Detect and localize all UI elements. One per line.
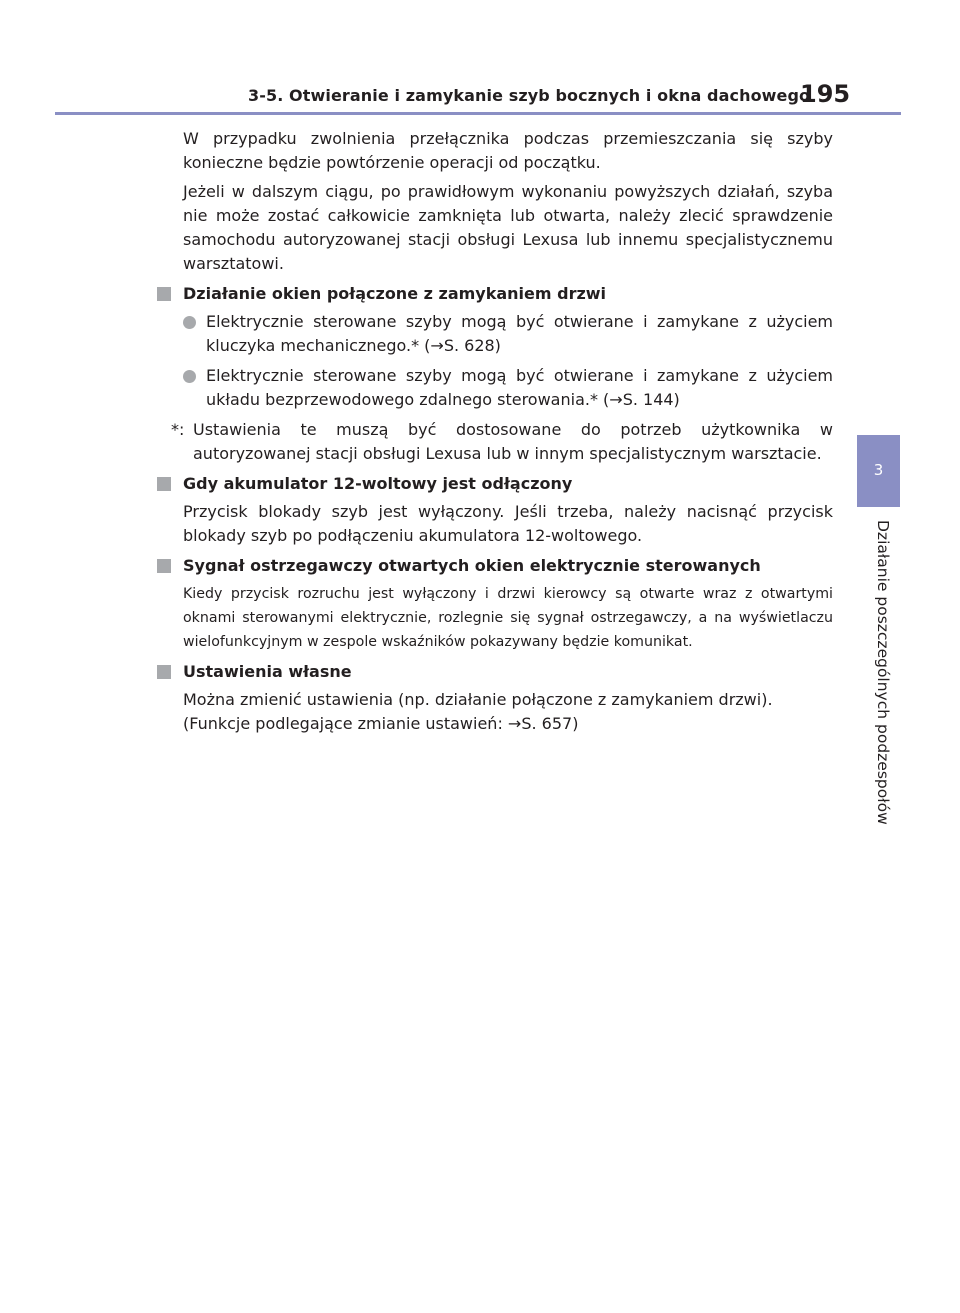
footnote [171, 418, 833, 466]
chapter-title-vertical: Działanie poszczególnych podzespołów [874, 520, 892, 825]
list-item-text: Elektrycznie sterowane szyby mogą być otwierane i zamykane z użyciem kluczyka mechanicznego.* (→S. 628) [206, 312, 833, 355]
section-heading-battery [157, 472, 833, 496]
square-bullet-icon [157, 287, 171, 301]
page-number: 195 [800, 80, 851, 108]
section-heading-text: Ustawienia własne [183, 662, 352, 681]
intro-paragraph-2: Jeżeli w dalszym ciągu, po prawidłowym wykonaniu powyższych działań, szyba nie może zostać całkowicie zamknięta lub otwarta, należy zlecić sprawdzenie samochodu autoryzowanej stacji obsługi Lexusa lub innemu specjalistycznemu warsztatowi. [183, 182, 833, 273]
section-heading-door-lock [157, 282, 833, 306]
footnote-mark: *: [171, 420, 185, 439]
list-item [183, 310, 833, 358]
section-heading-warning [157, 554, 833, 578]
header-title: 3-5. Otwieranie i zamykanie szyb bocznych i okna dachowego [248, 86, 811, 105]
section-heading-text: Działanie okien połączone z zamykaniem drzwi [183, 284, 607, 303]
circle-bullet-icon [183, 370, 196, 383]
footnote-text: Ustawienia te muszą być dostosowane do potrzeb użytkownika w autoryzowanej stacji obsługi Lexusa lub w innym specjalistycznym warsztacie. [193, 420, 833, 463]
square-bullet-icon [157, 665, 171, 679]
header-rule [55, 112, 901, 115]
page-content [157, 127, 833, 741]
square-bullet-icon [157, 559, 171, 573]
warning-paragraph: Kiedy przycisk rozruchu jest wyłączony i drzwi kierowcy są otwarte wraz z otwartymi oknami sterowanymi elektrycznie, rozlegnie się sygnał ostrzegawczy, a na wyświetlaczu wielofunkcyjnym w zespole wskaźników pokazywany będzie komunikat. [183, 586, 833, 650]
section-heading-text: Sygnał ostrzegawczy otwartych okien elektrycznie sterowanych [183, 556, 761, 575]
battery-paragraph: Przycisk blokady szyb jest wyłączony. Jeśli trzeba, należy nacisnąć przycisk blokady szyb po podłączeniu akumulatora 12-woltowego. [183, 502, 833, 545]
section-heading-text: Gdy akumulator 12-woltowy jest odłączony [183, 474, 573, 493]
list-item [183, 364, 833, 412]
chapter-tab-number: 3 [873, 461, 884, 479]
chapter-tab [857, 435, 900, 507]
section-heading-settings [157, 660, 833, 684]
settings-paragraph-1: Można zmienić ustawienia (np. działanie połączone z zamykaniem drzwi). [183, 690, 773, 709]
settings-paragraph-2: (Funkcje podlegające zmianie ustawień: →S. 657) [183, 714, 579, 733]
square-bullet-icon [157, 477, 171, 491]
intro-paragraph-1: W przypadku zwolnienia przełącznika podczas przemieszczania się szyby konieczne będzie powtórzenie operacji od początku. [183, 129, 833, 172]
circle-bullet-icon [183, 316, 196, 329]
list-item-text: Elektrycznie sterowane szyby mogą być otwierane i zamykane z użyciem układu bezprzewodowego zdalnego sterowania.* (→S. 144) [206, 366, 833, 409]
